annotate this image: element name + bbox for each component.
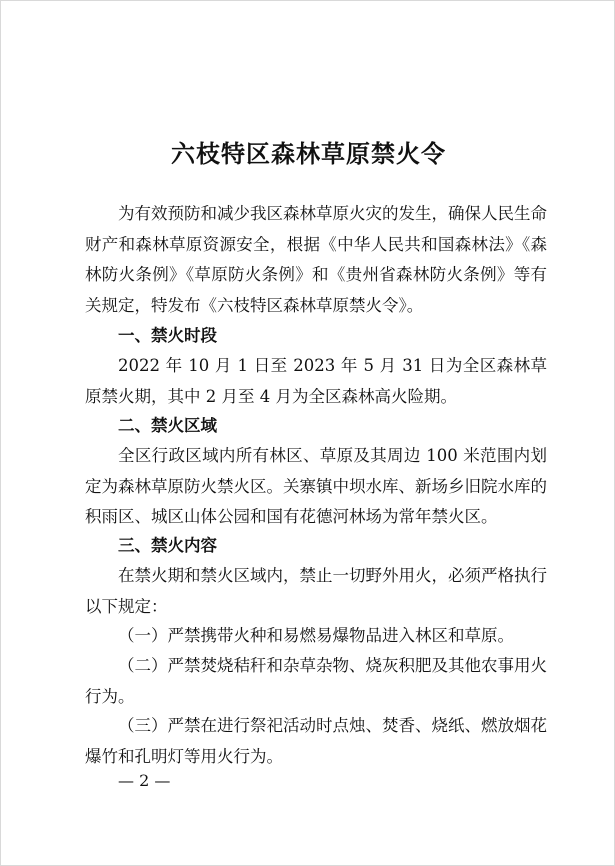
section-heading-content: 三、禁火内容	[118, 536, 217, 555]
list-item: （三）严禁在进行祭祀活动时点烛、焚香、烧纸、燃放烟花爆竹和孔明灯等用火行为。	[85, 716, 547, 766]
list-item: （二）严禁焚烧秸秆和杂草杂物、烧灰积肥及其他农事用火行为。	[85, 656, 547, 706]
document-title: 六枝特区森林草原禁火令	[171, 139, 446, 168]
section-body-area: 全区行政区域内所有林区、草原及其周边 100 米范围内划定为森林草原防火禁火区。关寨镇中坝水库、新场乡旧院水库的积雨区、城区山体公园和国有花德河林场为常年禁火区。	[85, 446, 547, 526]
section-body-time: 2022 年 10 月 1 日至 2023 年 5 月 31 日为全区森林草原禁火期，其中 2 月至 4 月为全区森林高火险期。	[85, 356, 547, 406]
page-number: — 2 —	[118, 771, 171, 790]
section-body-content: 在禁火期和禁火区域内，禁止一切野外用火，必须严格执行以下规定：	[85, 566, 547, 616]
section-heading-area: 二、禁火区域	[118, 416, 217, 435]
list-item: （一）严禁携带火种和易燃易爆物品进入林区和草原。	[118, 626, 514, 645]
section-heading-time: 一、禁火时段	[118, 326, 217, 345]
intro-paragraph: 为有效预防和减少我区森林草原火灾的发生，确保人民生命财产和森林草原资源安全，根据《中华人民共和国森林法》《森林防火条例》《草原防火条例》和《贵州省森林防火条例》等有关规定，特发布《六枝特区森林草原禁火令》。	[85, 204, 547, 315]
